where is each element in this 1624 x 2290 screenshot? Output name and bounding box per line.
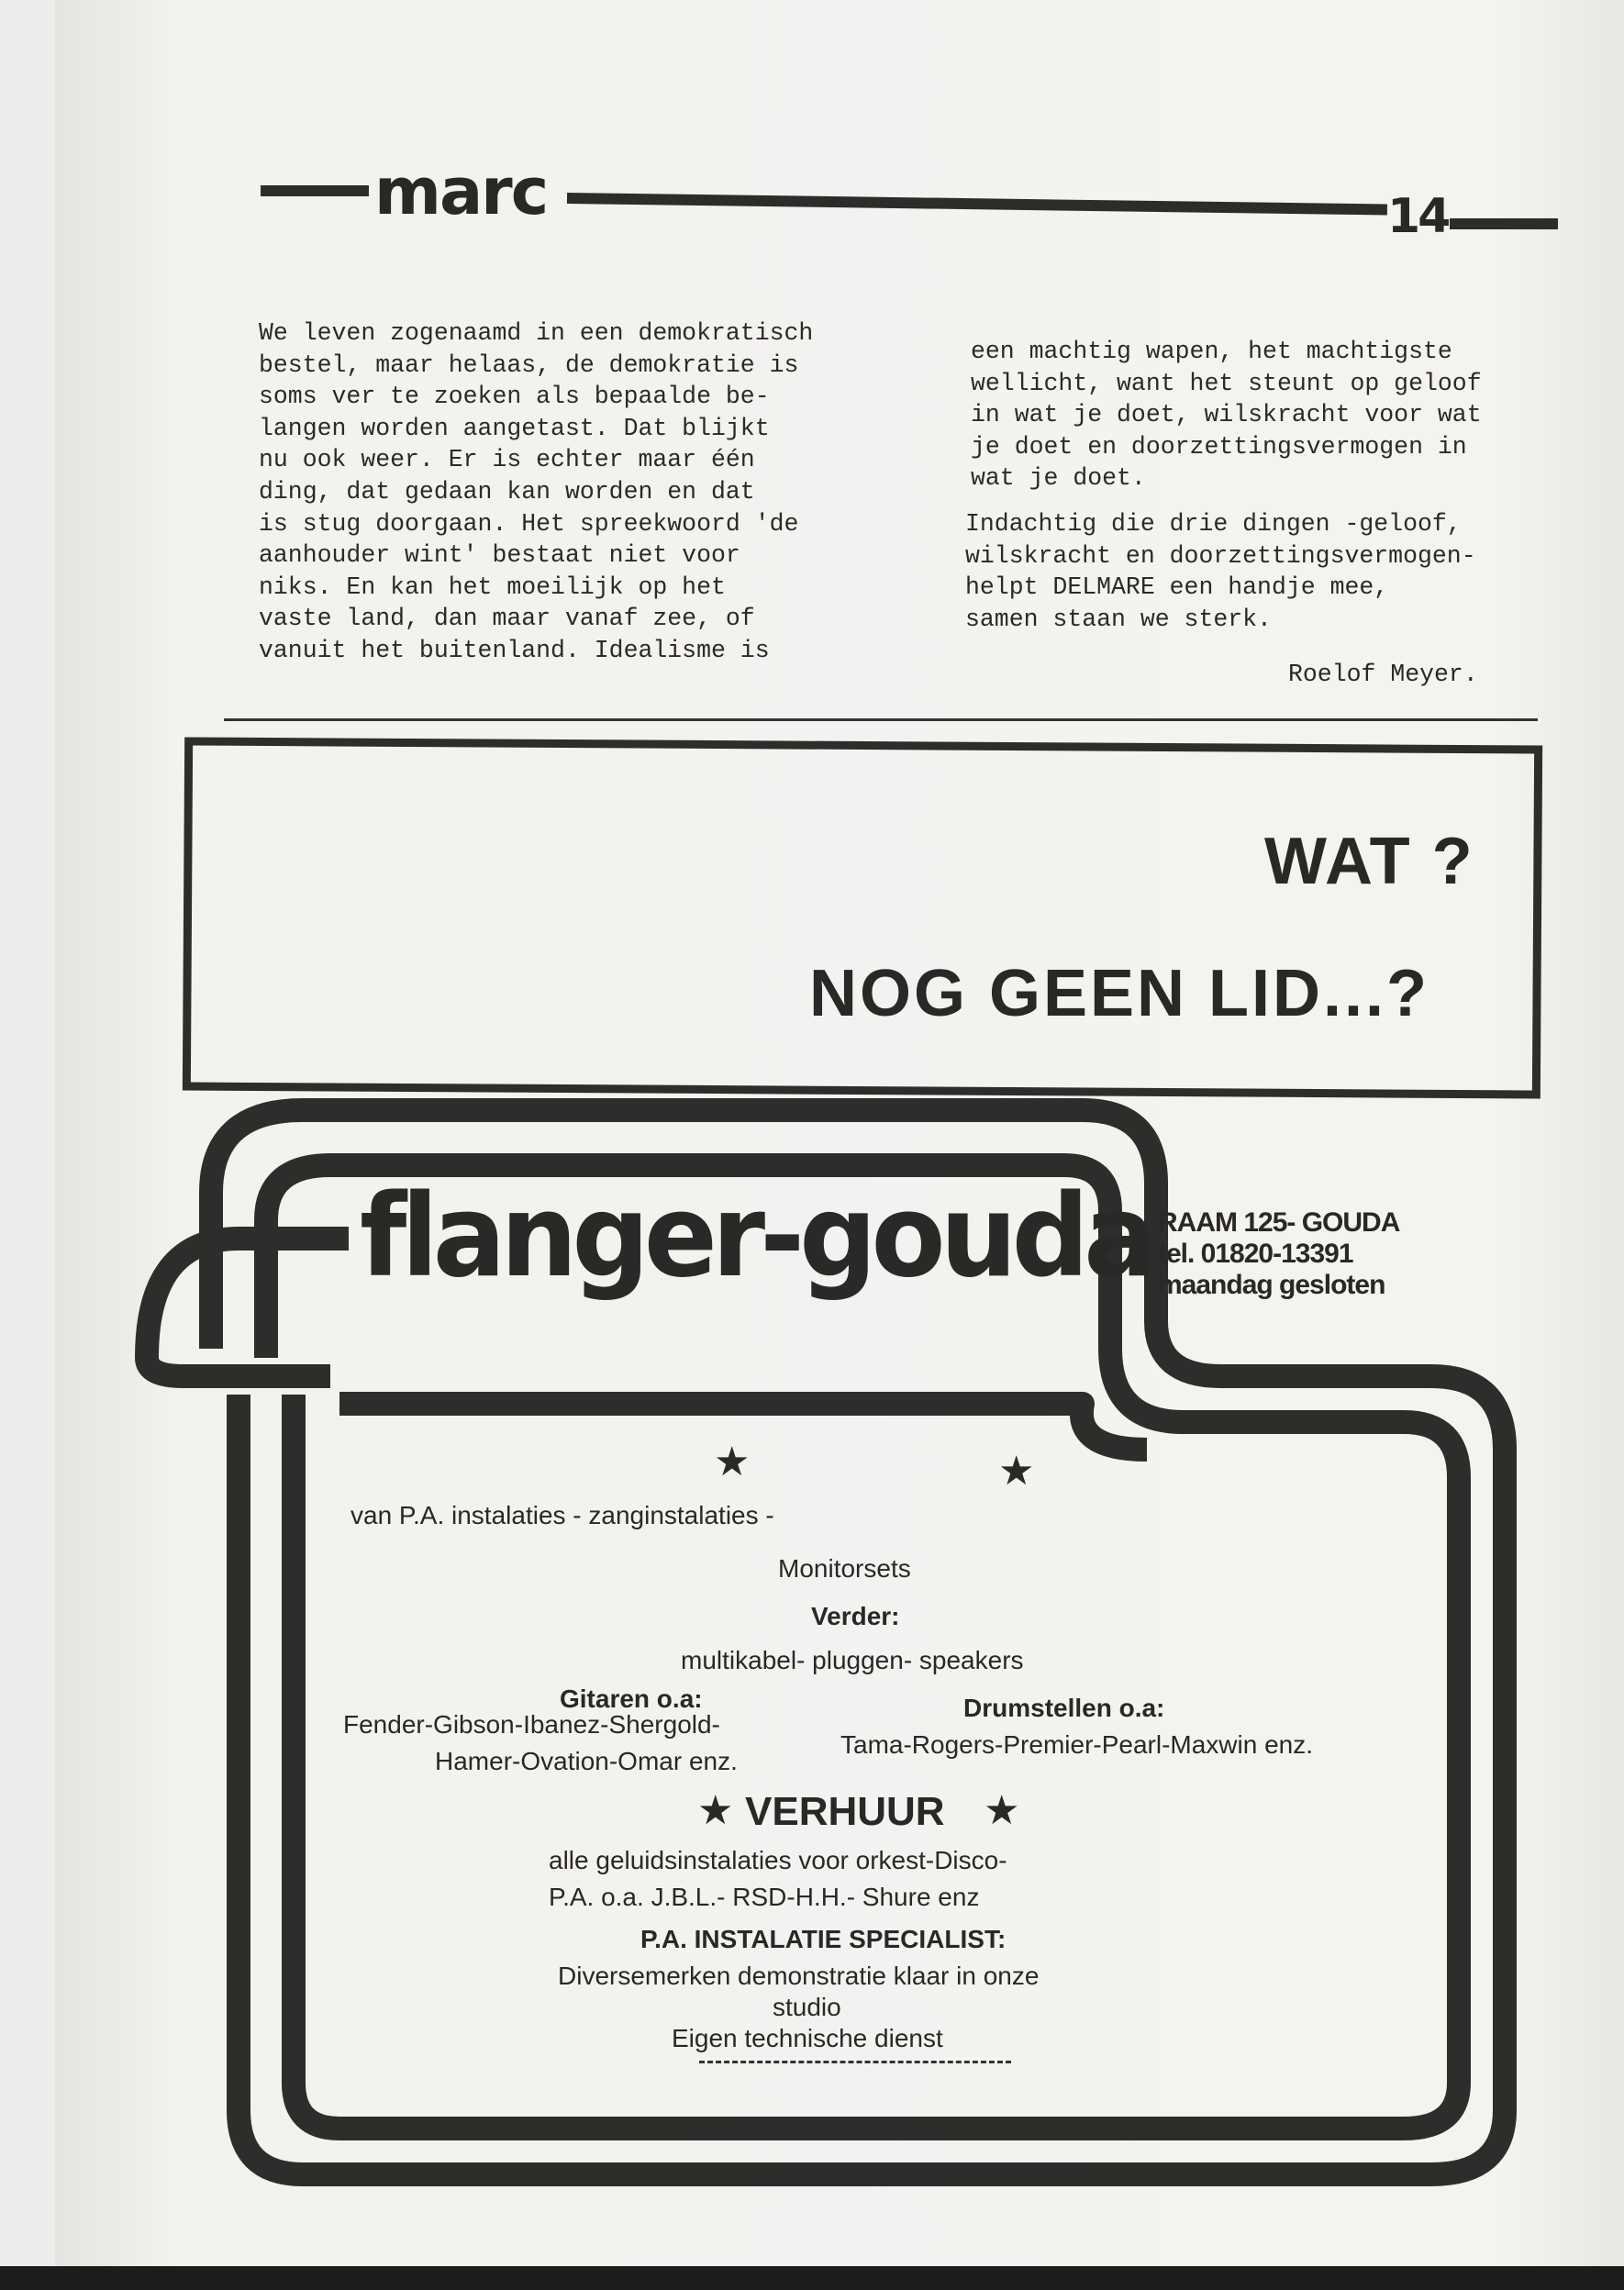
article-line: aanhouder wint' bestaat niet voor — [259, 541, 740, 570]
article-line: niks. En kan het moeilijk op het — [259, 572, 726, 601]
star-icon: ★ — [714, 1440, 751, 1484]
membership-question: NOG GEEN LID...? — [809, 957, 1430, 1030]
address-phone: tel. 01820-13391 — [1158, 1239, 1353, 1269]
address-hours: maandag gesloten — [1158, 1270, 1385, 1300]
specialist-line-3: Eigen technische dienst — [672, 2024, 943, 2052]
header-title: marc — [374, 154, 548, 229]
article-line: je doet en doorzettingsvermogen in — [971, 432, 1467, 461]
advert-address — [1158, 1207, 1399, 1301]
article-line: wat je doet. — [971, 464, 1146, 493]
article-signature: Roelof Meyer. — [1288, 661, 1478, 688]
services-line-2: Monitorsets — [778, 1554, 911, 1583]
article-line: bestel, maar helaas, de demokratie is — [259, 350, 799, 379]
gitaren-brands-1: Fender-Gibson-Ibanez-Shergold- — [343, 1710, 720, 1739]
star-icon: ★ — [697, 1788, 734, 1833]
article-line: langen worden aangetast. Dat blijkt — [259, 414, 770, 442]
article-line: is stug doorgaan. Het spreekwoord 'de — [259, 509, 799, 538]
verder-text: multikabel- pluggen- speakers — [681, 1646, 1024, 1674]
gitaren-label: Gitaren o.a: — [560, 1684, 703, 1713]
article-line: in wat je doet, wilskracht voor wat — [971, 401, 1482, 429]
drumstellen-brands: Tama-Rogers-Premier-Pearl-Maxwin enz. — [840, 1730, 1314, 1759]
specialist-line-1: Diversemerken demonstratie klaar in onze — [558, 1962, 1040, 1990]
article-line: vaste land, dan maar vanaf zee, of — [259, 605, 755, 633]
specialist-heading: P.A. INSTALATIE SPECIALIST: — [640, 1925, 1007, 1953]
verder-label: Verder: — [811, 1602, 900, 1630]
membership-heading: WAT ? — [1264, 825, 1474, 898]
services-line-1: van P.A. instalaties - zanginstalaties - — [350, 1501, 774, 1529]
verhuur-heading: VERHUUR — [745, 1789, 945, 1834]
article-line: wilskracht en doorzettingsvermogen- — [965, 541, 1476, 570]
address-street: RAAM 125- GOUDA — [1158, 1207, 1400, 1238]
article-line: soms ver te zoeken als bepaalde be- — [259, 383, 770, 411]
article-line: We leven zogenaamd in een demokratisch — [259, 319, 814, 347]
article-line: vanuit het buitenland. Idealisme is — [259, 636, 770, 664]
specialist-line-2: studio — [773, 1993, 841, 2021]
scan-edge — [0, 2266, 1624, 2290]
verhuur-line-2: P.A. o.a. J.B.L.- RSD-H.H.- Shure enz — [549, 1883, 980, 1911]
article-line: nu ook weer. Er is echter maar één — [259, 446, 755, 474]
page-number: 14 — [1387, 189, 1449, 244]
article-line: wellicht, want het steunt op geloof — [971, 369, 1482, 397]
article-line: helpt DELMARE een handje mee, — [965, 573, 1389, 602]
star-icon: ★ — [984, 1788, 1020, 1833]
article-line: een machtig wapen, het machtigste — [971, 338, 1452, 365]
gitaren-brands-2: Hamer-Ovation-Omar enz. — [435, 1747, 738, 1775]
drumstellen-label: Drumstellen o.a: — [963, 1694, 1165, 1722]
article-line: ding, dat gedaan kan worden en dat — [259, 477, 755, 506]
article-line: samen staan we sterk. — [965, 605, 1272, 633]
verhuur-line-1: alle geluidsinstalaties voor orkest-Disco- — [549, 1846, 1007, 1874]
dashed-underline — [699, 2061, 1011, 2063]
article-line: Indachtig die drie dingen -geloof, — [965, 510, 1462, 538]
advert-logo: flanger-gouda — [360, 1169, 1151, 1303]
star-icon: ★ — [998, 1449, 1035, 1494]
